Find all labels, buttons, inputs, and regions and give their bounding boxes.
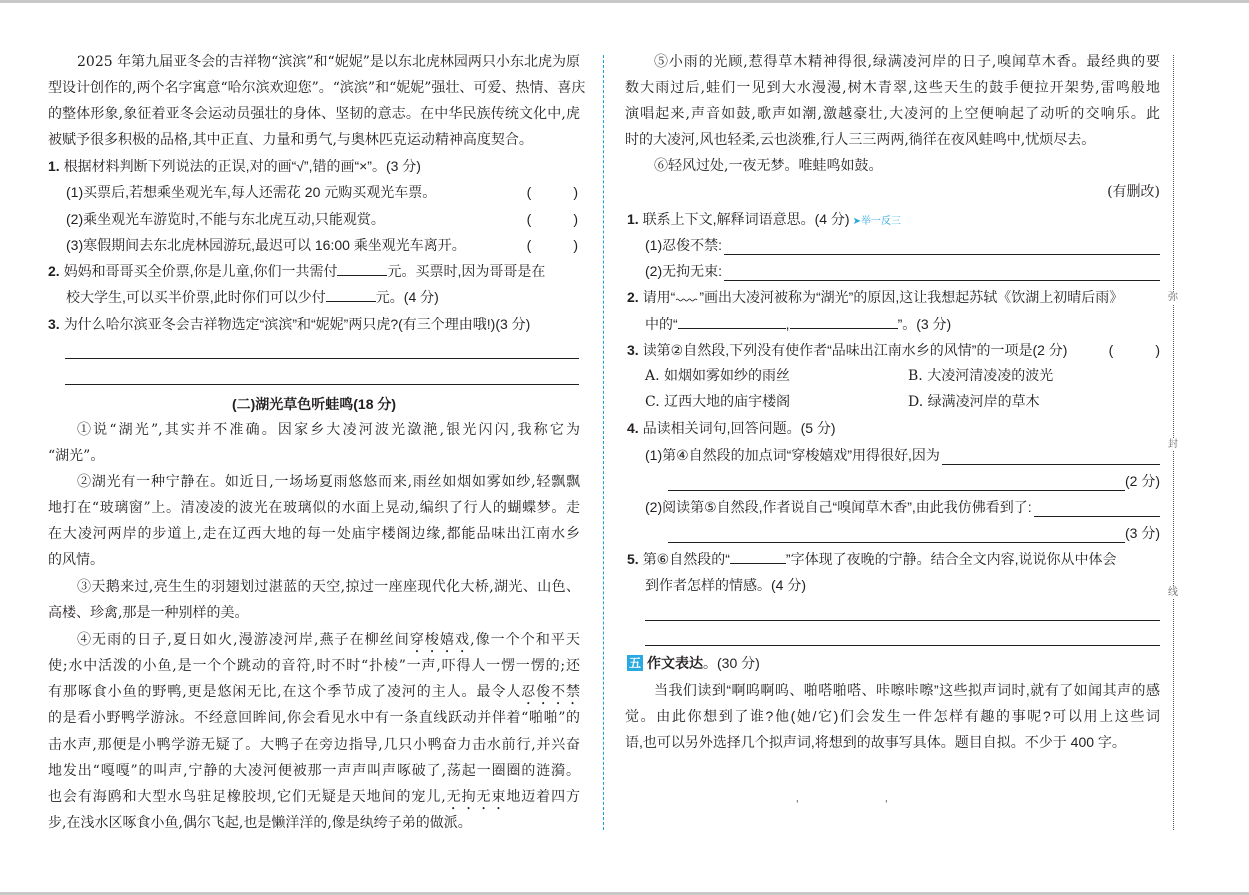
- answer-blank[interactable]: [668, 528, 1125, 543]
- section-5-heading: [627, 653, 760, 673]
- question-number: 2.: [48, 263, 60, 279]
- footer-mark: ': [796, 800, 799, 810]
- question-text: 校大学生,可以买半价票,此时你们可以少付: [66, 289, 326, 305]
- item-text: (3)寒假期间去东北虎林园游玩,最迟可以 16:00 乘坐观光车离开。: [66, 237, 466, 253]
- answer-line[interactable]: [645, 645, 1160, 646]
- passage-line: 使;水中活泼的小鱼,是一个个跳动的音符,时不时“扑棱”一声,吓得人一愣一愣的;还: [48, 658, 580, 674]
- section-score: 。(30 分): [703, 655, 760, 671]
- q1-item-1: [66, 182, 578, 202]
- question-4: [627, 418, 836, 438]
- passage-line: ①说“湖光”,其实并不准确。因家乡大凌河波光潋滟,银光闪闪,我称它为: [77, 422, 580, 438]
- answer-line[interactable]: [645, 620, 1160, 621]
- margin-label: 弥: [1168, 292, 1178, 303]
- section-title: 作文表达: [647, 655, 703, 671]
- emphasized-word: 穿梭嬉戏: [409, 632, 471, 648]
- intro-line: 型设计创作的,两个名字寓意“哈尔滨欢迎您”。“滨滨”和“妮妮”强壮、可爱、热情、喜庆: [48, 80, 586, 96]
- practice-tag: ➤举一反三: [852, 216, 901, 227]
- passage-line: 的风情。: [48, 552, 104, 568]
- question-1: [627, 209, 901, 229]
- passage-line: 击水声,那便是小鸭学游无疑了。大鸭子在旁边指导,几只小鸭奋力击水前行,并兴奋: [48, 737, 580, 753]
- question-2-cont: [66, 287, 439, 307]
- question-3: [627, 340, 1160, 360]
- question-1: [48, 156, 421, 176]
- q1-sub-2: [645, 261, 1160, 281]
- answer-blank[interactable]: [668, 476, 1125, 491]
- passage-line: ⑥轻风过处,一夜无梦。唯蛙鸣如鼓。: [654, 158, 883, 174]
- question-2: [627, 287, 1123, 307]
- question-text: ”。(3 分): [897, 316, 952, 332]
- sub-label: (1)第④自然段的加点词“穿梭嬉戏”用得很好,因为: [645, 447, 940, 463]
- passage-line: 数大雨过后,蛙们一见到大水漫漫,树木青翠,这些天生的鼓手便拉开架势,雷鸣般地: [625, 80, 1160, 96]
- intro-line: 的整体形象,象征着亚冬会运动员强壮的身体、坚韧的意志。在中华民族传统文化中,虎: [48, 106, 580, 122]
- source-note: (有删改): [1107, 184, 1160, 200]
- intro-line: 被赋予很多积极的品格,其中正直、力量和勇气,与奥林匹克运动精神高度契合。: [48, 132, 533, 148]
- question-text: 第⑥自然段的“: [642, 551, 730, 567]
- intro-line: 2025 年第九届亚冬会的吉祥物“滨滨”和“妮妮”是以东北虎林园两只小东北虎为原: [77, 54, 580, 70]
- question-2-cont: [645, 314, 951, 334]
- question-text: 元。买票时,因为哥哥是在: [387, 263, 546, 279]
- answer-blank[interactable]: [724, 266, 1160, 281]
- answer-blank[interactable]: [337, 261, 387, 276]
- margin-label: 封: [1168, 439, 1178, 450]
- answer-blank[interactable]: [942, 450, 1160, 465]
- passage-line: 在大凌河两岸的步道上,走在辽西大地的每一处庙宇楼阁边缘,都能品味出江南水乡: [48, 526, 580, 542]
- score-label: (2 分): [1125, 473, 1160, 489]
- passage-line: 的是看小野鸭学游泳。不经意回眸间,你会看见水中有一条直线跃动并伴着“啪啪”的: [48, 710, 580, 726]
- question-number: 2.: [627, 289, 639, 305]
- q4-sub-2-cont: [668, 523, 1160, 543]
- passage-line: 演唱起来,声音如鼓,歌声如潮,激越豪壮,大凌河的上空便响起了动听的交响乐。此: [625, 106, 1160, 122]
- question-text: 元。(4 分): [375, 289, 439, 305]
- question-number: 3.: [48, 316, 60, 332]
- question-2: [48, 261, 545, 281]
- answer-blank[interactable]: [730, 549, 786, 564]
- q4-sub-1: [645, 445, 1160, 465]
- passage-text: ,像一个个和平天: [470, 632, 580, 648]
- answer-blank[interactable]: [678, 314, 786, 329]
- item-text: (1)买票后,若想乘坐观光车,每人还需花 20 元购买观光车票。: [66, 184, 437, 200]
- question-text: 妈妈和哥哥买全价票,你是儿童,你们一共需付: [63, 263, 338, 279]
- essay-prompt-line: 觉。由此你想到了谁?他(她/它)们会发生一件怎样有趣的事呢?可以用上这些词: [625, 708, 1160, 724]
- passage-text: 也会有海鸥和大型水鸟驻足橡胶坝,它们无疑是天地间的宠儿,: [48, 789, 446, 805]
- question-number: 4.: [627, 420, 639, 436]
- item-text: (2)乘坐观光车游览时,不能与东北虎互动,只能观赏。: [66, 211, 385, 227]
- question-text: 请用“: [642, 289, 676, 305]
- passage-line: [48, 682, 580, 702]
- question-number: 1.: [627, 211, 639, 227]
- answer-bracket[interactable]: ( ): [526, 237, 578, 253]
- section-badge: 五: [628, 656, 641, 670]
- question-text: ,: [785, 316, 790, 332]
- wavy-underline-icon: [675, 288, 699, 302]
- question-text: 为什么哈尔滨亚冬会吉祥物选定“滨滨”和“妮妮”两只虎?(有三个理由哦!)(3 分): [63, 316, 531, 332]
- option-b[interactable]: B. 大凌河清凌凌的波光: [908, 368, 1054, 384]
- passage-line: ③天鹅来过,亮生生的羽翅划过湛蓝的天空,掠过一座座现代化大桥,湖光、山色、: [77, 579, 580, 595]
- option-c[interactable]: C. 辽西大地的庙宇楼阁: [645, 394, 791, 410]
- top-edge-bar: [0, 0, 1249, 3]
- q4-sub-1-cont: [668, 471, 1160, 491]
- answer-line[interactable]: [65, 384, 579, 385]
- q1-item-3: [66, 235, 578, 255]
- passage-line: ②湖光有一种宁静在。如近日,一场场夏雨悠悠而来,雨丝如烟如雾如纱,轻飘飘: [77, 474, 580, 490]
- passage-line: 地打在“玻璃窗”上。清凌凌的波光在玻璃似的水面上晃动,编织了行人的蝴蝶梦。走: [48, 500, 580, 516]
- question-5-cont: 到作者怎样的情感。(4 分): [645, 577, 806, 593]
- answer-blank[interactable]: [1034, 502, 1160, 517]
- section-title: (二)湖光草色听蛙鸣(18 分): [231, 396, 397, 412]
- question-5: [627, 549, 1116, 569]
- question-3: [48, 314, 530, 334]
- passage-text: 有那啄食小鱼的野鸭,更是悠闲无比,在这个季节成了凌河的主人。最令人: [48, 684, 522, 700]
- essay-prompt-line: 语,也可以另外选择几个拟声词,将想到的故事写具体。题目自拟。不少于 400 字。: [625, 734, 1126, 750]
- answer-bracket[interactable]: ( ): [526, 184, 578, 200]
- option-a[interactable]: A. 如烟如雾如纱的雨丝: [645, 368, 791, 384]
- question-number: 5.: [627, 551, 639, 567]
- question-text: ”字体现了夜晚的宁静。结合全文内容,说说你从中体会: [785, 551, 1117, 567]
- sub-label: (2)阅读第⑤自然段,作者说自己“嗅闻草木香”,由此我仿佛看到了:: [645, 499, 1032, 515]
- answer-blank[interactable]: [724, 240, 1160, 255]
- passage-line: 高楼、珍禽,那是一种别样的美。: [48, 605, 249, 621]
- q1-item-2: [66, 209, 578, 229]
- emphasized-word: 忍俊不禁: [521, 684, 580, 700]
- sub-label: (2)无拘无束:: [645, 263, 722, 279]
- answer-blank[interactable]: [326, 287, 376, 302]
- answer-bracket[interactable]: ( ): [1108, 342, 1160, 358]
- margin-label: 线: [1168, 587, 1178, 598]
- option-d[interactable]: D. 绿满凌河岸的草木: [908, 394, 1040, 410]
- passage-line: 地发出“嘎嘎”的叫声,宁静的大凌河便被那一声声叫声啄破了,荡起一圈圈的涟漪。: [48, 763, 580, 779]
- emphasized-word: 无拘无束: [445, 789, 507, 805]
- column-divider: [603, 55, 604, 830]
- question-text: ”画出大凌河被称为“湖光”的原因,这让我想起苏轼《饮湖上初晴后雨》: [699, 289, 1124, 305]
- question-text: 读第②自然段,下列没有使作者“品味出江南水乡的风情”的一项是(2 分): [642, 342, 1068, 358]
- answer-bracket[interactable]: ( ): [526, 211, 578, 227]
- score-label: (3 分): [1125, 525, 1160, 541]
- answer-blank[interactable]: [790, 314, 898, 329]
- passage-line: [48, 787, 580, 807]
- q1-sub-1: [645, 235, 1160, 255]
- answer-line[interactable]: [65, 358, 579, 359]
- footer-mark: ': [885, 800, 888, 810]
- passage-line: ⑤小雨的光顾,惹得草木精神得很,绿满凌河岸的日子,嗅闻草木香。最经典的要: [654, 54, 1160, 70]
- passage-text: 地迈着四方: [506, 789, 581, 805]
- question-text: 中的“: [645, 316, 678, 332]
- q4-sub-2: [645, 497, 1160, 517]
- passage-text: ④无雨的日子,夏日如火,漫游凌河岸,燕子在柳丝间: [77, 632, 410, 648]
- essay-prompt-line: 当我们读到“啊呜啊呜、啪嗒啪嗒、咔嚓咔嚓”这些拟声词时,就有了如闻其声的感: [654, 682, 1160, 698]
- sub-label: (1)忍俊不禁:: [645, 237, 722, 253]
- passage-line: [77, 630, 580, 650]
- passage-line: 时的大凌河,风也轻柔,云也淡雅,行人三三两两,徜徉在夜风蛙鸣中,忧烦尽去。: [625, 132, 1096, 148]
- question-text: 联系上下文,解释词语意思。(4 分): [642, 211, 850, 227]
- passage-line: 步,在浅水区啄食小鱼,偶尔飞起,也是懒洋洋的,像是纨绔子弟的做派。: [48, 815, 472, 831]
- question-text: 品读相关词句,回答问题。(5 分): [642, 420, 836, 436]
- question-text: 根据材料判断下列说法的正误,对的画“√”,错的画“×”。(3 分): [63, 158, 421, 174]
- question-number: 1.: [48, 158, 60, 174]
- question-number: 3.: [627, 342, 639, 358]
- passage-line: “湖光”。: [48, 448, 105, 464]
